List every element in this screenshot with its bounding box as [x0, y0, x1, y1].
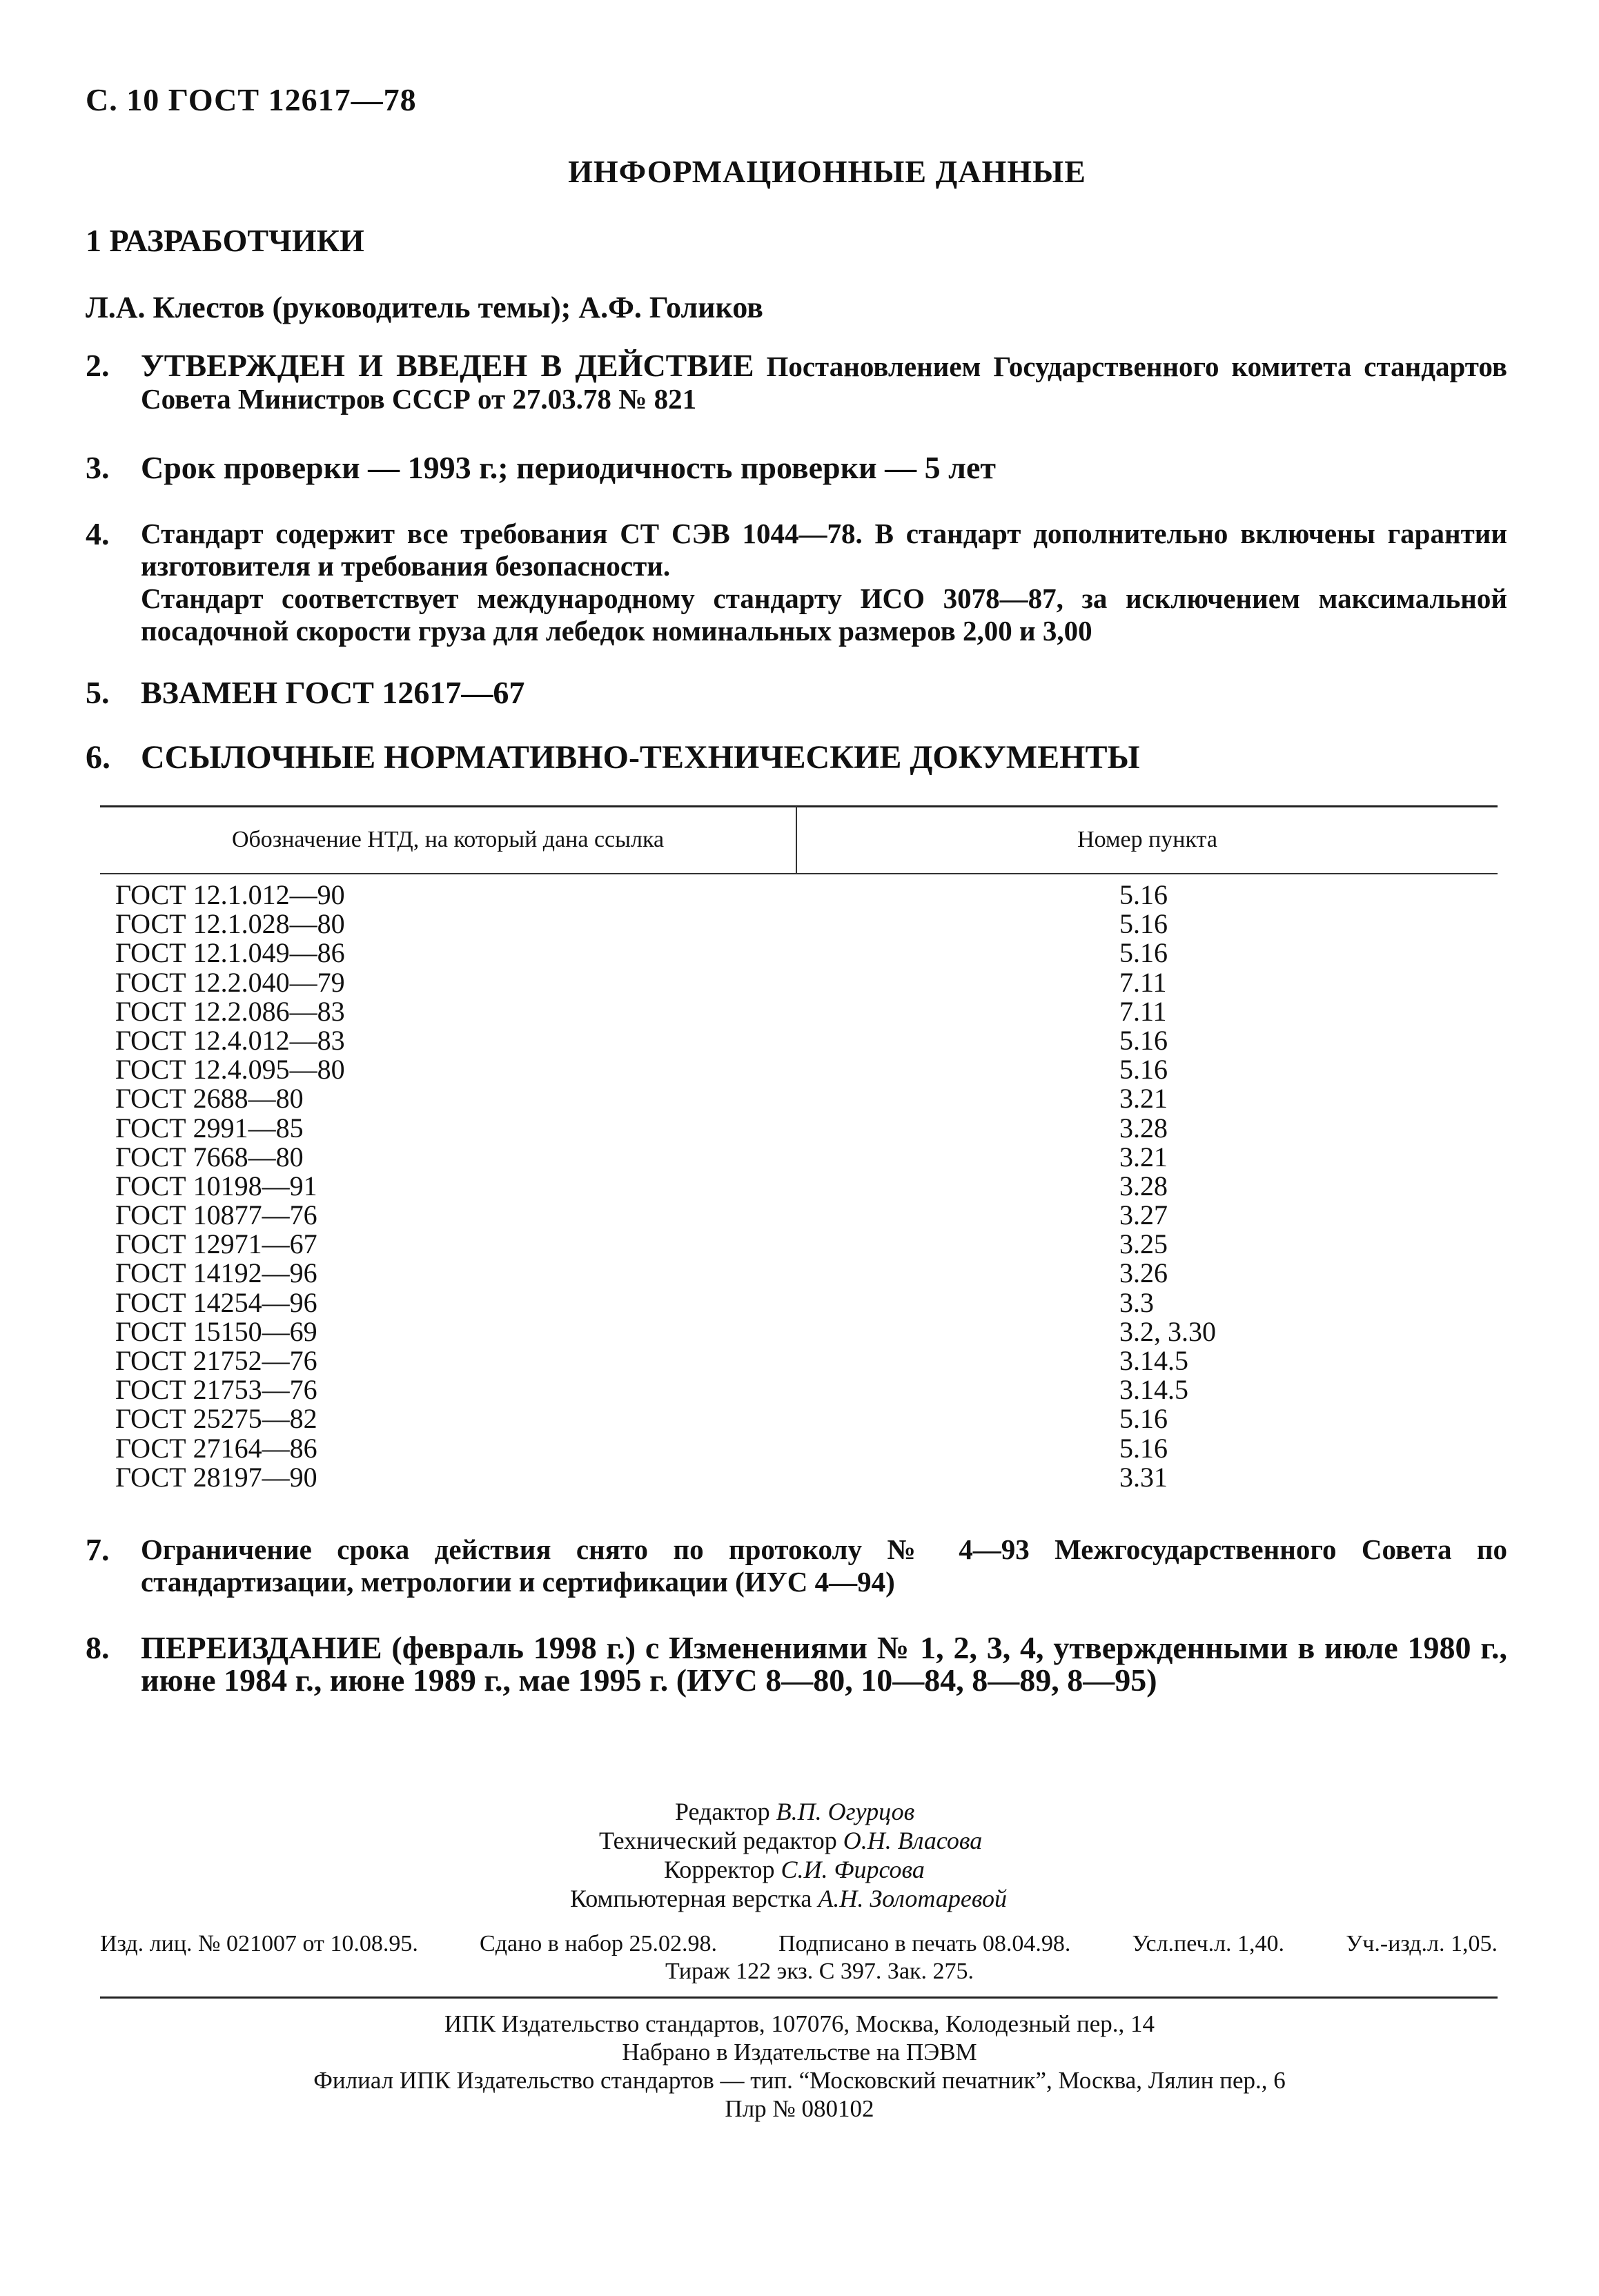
- item-7: [86, 1533, 1507, 1598]
- table-cell-doc: ГОСТ 27164—86: [115, 1432, 317, 1464]
- table-cell-doc: ГОСТ 14254—96: [115, 1286, 317, 1318]
- credit-name: С.И. Фирсова: [781, 1856, 925, 1883]
- item-3-text: Срок проверки — 1993 г.; периодичность проверки — 5 лет: [141, 450, 996, 485]
- credit-role: Компьютерная верстка: [570, 1885, 812, 1912]
- table-cell-doc: ГОСТ 2688—80: [115, 1083, 304, 1115]
- table-row: [115, 997, 1495, 1026]
- table-cell-clause: 5.16: [1119, 1054, 1168, 1086]
- table-cell-doc: ГОСТ 12971—67: [115, 1228, 317, 1260]
- credit-corrector: [664, 1855, 925, 1884]
- table-cell-clause: 3.26: [1119, 1257, 1168, 1289]
- item-number: 4.: [86, 516, 110, 551]
- table-header-clause: Номер пункта: [1077, 827, 1217, 852]
- table-cell-doc: ГОСТ 12.4.095—80: [115, 1054, 345, 1086]
- table-row: [115, 1230, 1495, 1259]
- table-cell-clause: 3.21: [1119, 1083, 1168, 1115]
- credit-role: Редактор: [675, 1798, 770, 1825]
- table-cell-clause: 3.28: [1119, 1112, 1168, 1144]
- table-row: [115, 1026, 1495, 1055]
- item-2-lead: УТВЕРЖДЕН И ВВЕДЕН В ДЕЙСТВИЕ: [141, 348, 754, 383]
- imprint-submitted: Сдано в набор 25.02.98.: [480, 1931, 717, 1956]
- item-6-text: ССЫЛОЧНЫЕ НОРМАТИВНО-ТЕХНИЧЕСКИЕ ДОКУМЕНТЫ: [141, 739, 1140, 776]
- table-cell-doc: ГОСТ 21752—76: [115, 1345, 317, 1376]
- table-cell-doc: ГОСТ 10198—91: [115, 1170, 317, 1201]
- imprint-print-sheets: Усл.печ.л. 1,40.: [1132, 1931, 1285, 1956]
- table-cell-clause: 5.16: [1119, 1024, 1168, 1056]
- table-row: [115, 1375, 1495, 1404]
- credit-role: Корректор: [664, 1856, 775, 1883]
- table-cell-clause: 3.27: [1119, 1199, 1168, 1231]
- table-top-rule: [100, 805, 1498, 807]
- publisher-line-4: Плр № 080102: [725, 2095, 874, 2122]
- table-cell-doc: ГОСТ 10877—76: [115, 1199, 317, 1231]
- table-row: [115, 1201, 1495, 1230]
- table-cell-clause: 5.16: [1119, 908, 1168, 940]
- table-row: [115, 1346, 1495, 1375]
- table-cell-clause: 5.16: [1119, 1432, 1168, 1464]
- item-7-text: Ограничение срока действия снято по протоколу № 4—93 Межгосударственного Совета по стандартизации, метрологии и сертификации (ИУС 4—94): [141, 1533, 1507, 1598]
- reference-table-body: [115, 881, 1495, 1492]
- table-cell-clause: 3.25: [1119, 1228, 1168, 1260]
- credit-role: Технический редактор: [599, 1827, 837, 1854]
- page-header: С. 10 ГОСТ 12617—78: [86, 82, 417, 117]
- table-cell-doc: ГОСТ 12.1.049—86: [115, 937, 345, 969]
- imprint-license: Изд. лиц. № 021007 от 10.08.95.: [100, 1931, 418, 1956]
- item-number: 3.: [86, 450, 110, 485]
- publisher-line-3: Филиал ИПК Издательство стандартов — тип. “Московский печатник”, Москва, Лялин пер., 6: [313, 2067, 1286, 2094]
- item-number: 5.: [86, 675, 110, 710]
- table-row: [115, 1055, 1495, 1084]
- table-cell-clause: 5.16: [1119, 937, 1168, 969]
- item-4-paragraph-1: Стандарт содержит все требования СТ СЭВ 1044—78. В стандарт дополнительно включены гарантии изготовителя и требования безопасности.: [141, 518, 1507, 582]
- table-cell-doc: ГОСТ 2991—85: [115, 1112, 304, 1144]
- table-cell-clause: 3.21: [1119, 1141, 1168, 1172]
- imprint-pub-sheets: Уч.-изд.л. 1,05.: [1346, 1931, 1498, 1956]
- table-row: [115, 1259, 1495, 1288]
- table-cell-clause: 3.14.5: [1119, 1374, 1188, 1406]
- table-row: [115, 910, 1495, 939]
- table-row: [115, 968, 1495, 997]
- credit-name: А.Н. Золотаревой: [818, 1885, 1007, 1912]
- item-8: [86, 1631, 1507, 1696]
- table-row: [115, 1434, 1495, 1463]
- table-row: [115, 1143, 1495, 1172]
- table-row: [115, 1114, 1495, 1143]
- table-header-rule: [100, 873, 1498, 874]
- item-number: 7.: [86, 1532, 110, 1567]
- table-cell-doc: ГОСТ 21753—76: [115, 1374, 317, 1406]
- credit-editor: [675, 1797, 914, 1826]
- imprint-line-1: [100, 1930, 1498, 1958]
- table-cell-clause: 5.16: [1119, 1403, 1168, 1435]
- credit-name: О.Н. Власова: [843, 1827, 983, 1854]
- table-cell-doc: ГОСТ 25275—82: [115, 1403, 317, 1435]
- item-4-paragraph-2: Стандарт соответствует международному стандарту ИСО 3078—87, за исключением максимальной посадочной скорости груза для лебедок номинальных размеров 2,00 и 3,00: [141, 582, 1507, 647]
- table-row: [115, 1317, 1495, 1346]
- credit-layout: [570, 1884, 1007, 1913]
- table-cell-doc: ГОСТ 15150—69: [115, 1315, 317, 1347]
- item-4: [86, 518, 1507, 647]
- publisher-line-2: Набрано в Издательстве на ПЭВМ: [622, 2039, 977, 2066]
- publisher-block: [0, 2010, 1599, 2123]
- table-cell-clause: 3.31: [1119, 1461, 1168, 1493]
- table-cell-doc: ГОСТ 28197—90: [115, 1461, 317, 1493]
- section-1-authors: Л.А. Клестов (руководитель темы); А.Ф. Голиков: [86, 291, 763, 324]
- item-5: [86, 676, 1507, 709]
- table-cell-clause: 7.11: [1119, 966, 1167, 998]
- item-6: [86, 741, 1507, 774]
- table-row: [115, 1288, 1495, 1317]
- table-cell-doc: ГОСТ 12.4.012—83: [115, 1024, 345, 1056]
- item-3: [86, 451, 1507, 484]
- table-cell-clause: 5.16: [1119, 879, 1168, 910]
- table-cell-clause: 3.14.5: [1119, 1345, 1188, 1376]
- credit-tech-editor: [599, 1826, 982, 1855]
- table-cell-clause: 3.3: [1119, 1286, 1154, 1318]
- item-8-lead: ПЕРЕИЗДАНИЕ: [141, 1630, 382, 1665]
- table-cell-doc: ГОСТ 12.1.028—80: [115, 908, 345, 940]
- section-1-heading: 1 РАЗРАБОТЧИКИ: [86, 223, 364, 258]
- item-2: [86, 349, 1507, 415]
- page-title: [0, 153, 1599, 190]
- page-title-text: ИНФОРМАЦИОННЫЕ ДАННЫЕ: [568, 154, 1086, 189]
- item-2-text: Постановлением Государственного комитета стандартов Совета Министров СССР от 27.03.78 № 821: [141, 351, 1507, 415]
- item-8-text: (февраль 1998 г.) с Изменениями № 1, 2, 3, 4, утвержденными в июле 1980 г., июне 1984 г., июне 1989 г., мае 1995 г. (ИУС 8—80, 10—84, 8—89, 8—95): [141, 1630, 1508, 1698]
- imprint-circulation: Тираж 122 экз. С 397. Зак. 275.: [665, 1959, 974, 1984]
- table-cell-clause: 3.2, 3.30: [1119, 1315, 1216, 1347]
- table-row: [115, 1463, 1495, 1492]
- publisher-line-1: ИПК Издательство стандартов, 107076, Москва, Колодезный пер., 14: [444, 2010, 1155, 2037]
- table-cell-clause: 3.28: [1119, 1170, 1168, 1201]
- table-cell-doc: ГОСТ 14192—96: [115, 1257, 317, 1289]
- credit-name: В.П. Огурцов: [776, 1798, 915, 1825]
- table-cell-doc: ГОСТ 12.2.086—83: [115, 995, 345, 1027]
- item-5-text: ВЗАМЕН ГОСТ 12617—67: [141, 675, 525, 710]
- table-header-doc: Обозначение НТД, на который дана ссылка: [231, 827, 665, 852]
- table-row: [115, 1404, 1495, 1433]
- table-row: [115, 1084, 1495, 1113]
- table-row: [115, 939, 1495, 968]
- item-number: 6.: [86, 739, 110, 776]
- item-number: 2.: [86, 348, 110, 383]
- imprint-signed: Подписано в печать 08.04.98.: [778, 1931, 1071, 1956]
- table-cell-doc: ГОСТ 12.2.040—79: [115, 966, 345, 998]
- table-cell-clause: 7.11: [1119, 995, 1167, 1027]
- imprint-rule: [100, 1996, 1498, 1999]
- table-cell-doc: ГОСТ 7668—80: [115, 1141, 304, 1172]
- table-row: [115, 1172, 1495, 1201]
- table-row: [115, 881, 1495, 910]
- imprint-block: [100, 1930, 1498, 1985]
- item-number: 8.: [86, 1630, 110, 1665]
- table-cell-doc: ГОСТ 12.1.012—90: [115, 879, 345, 910]
